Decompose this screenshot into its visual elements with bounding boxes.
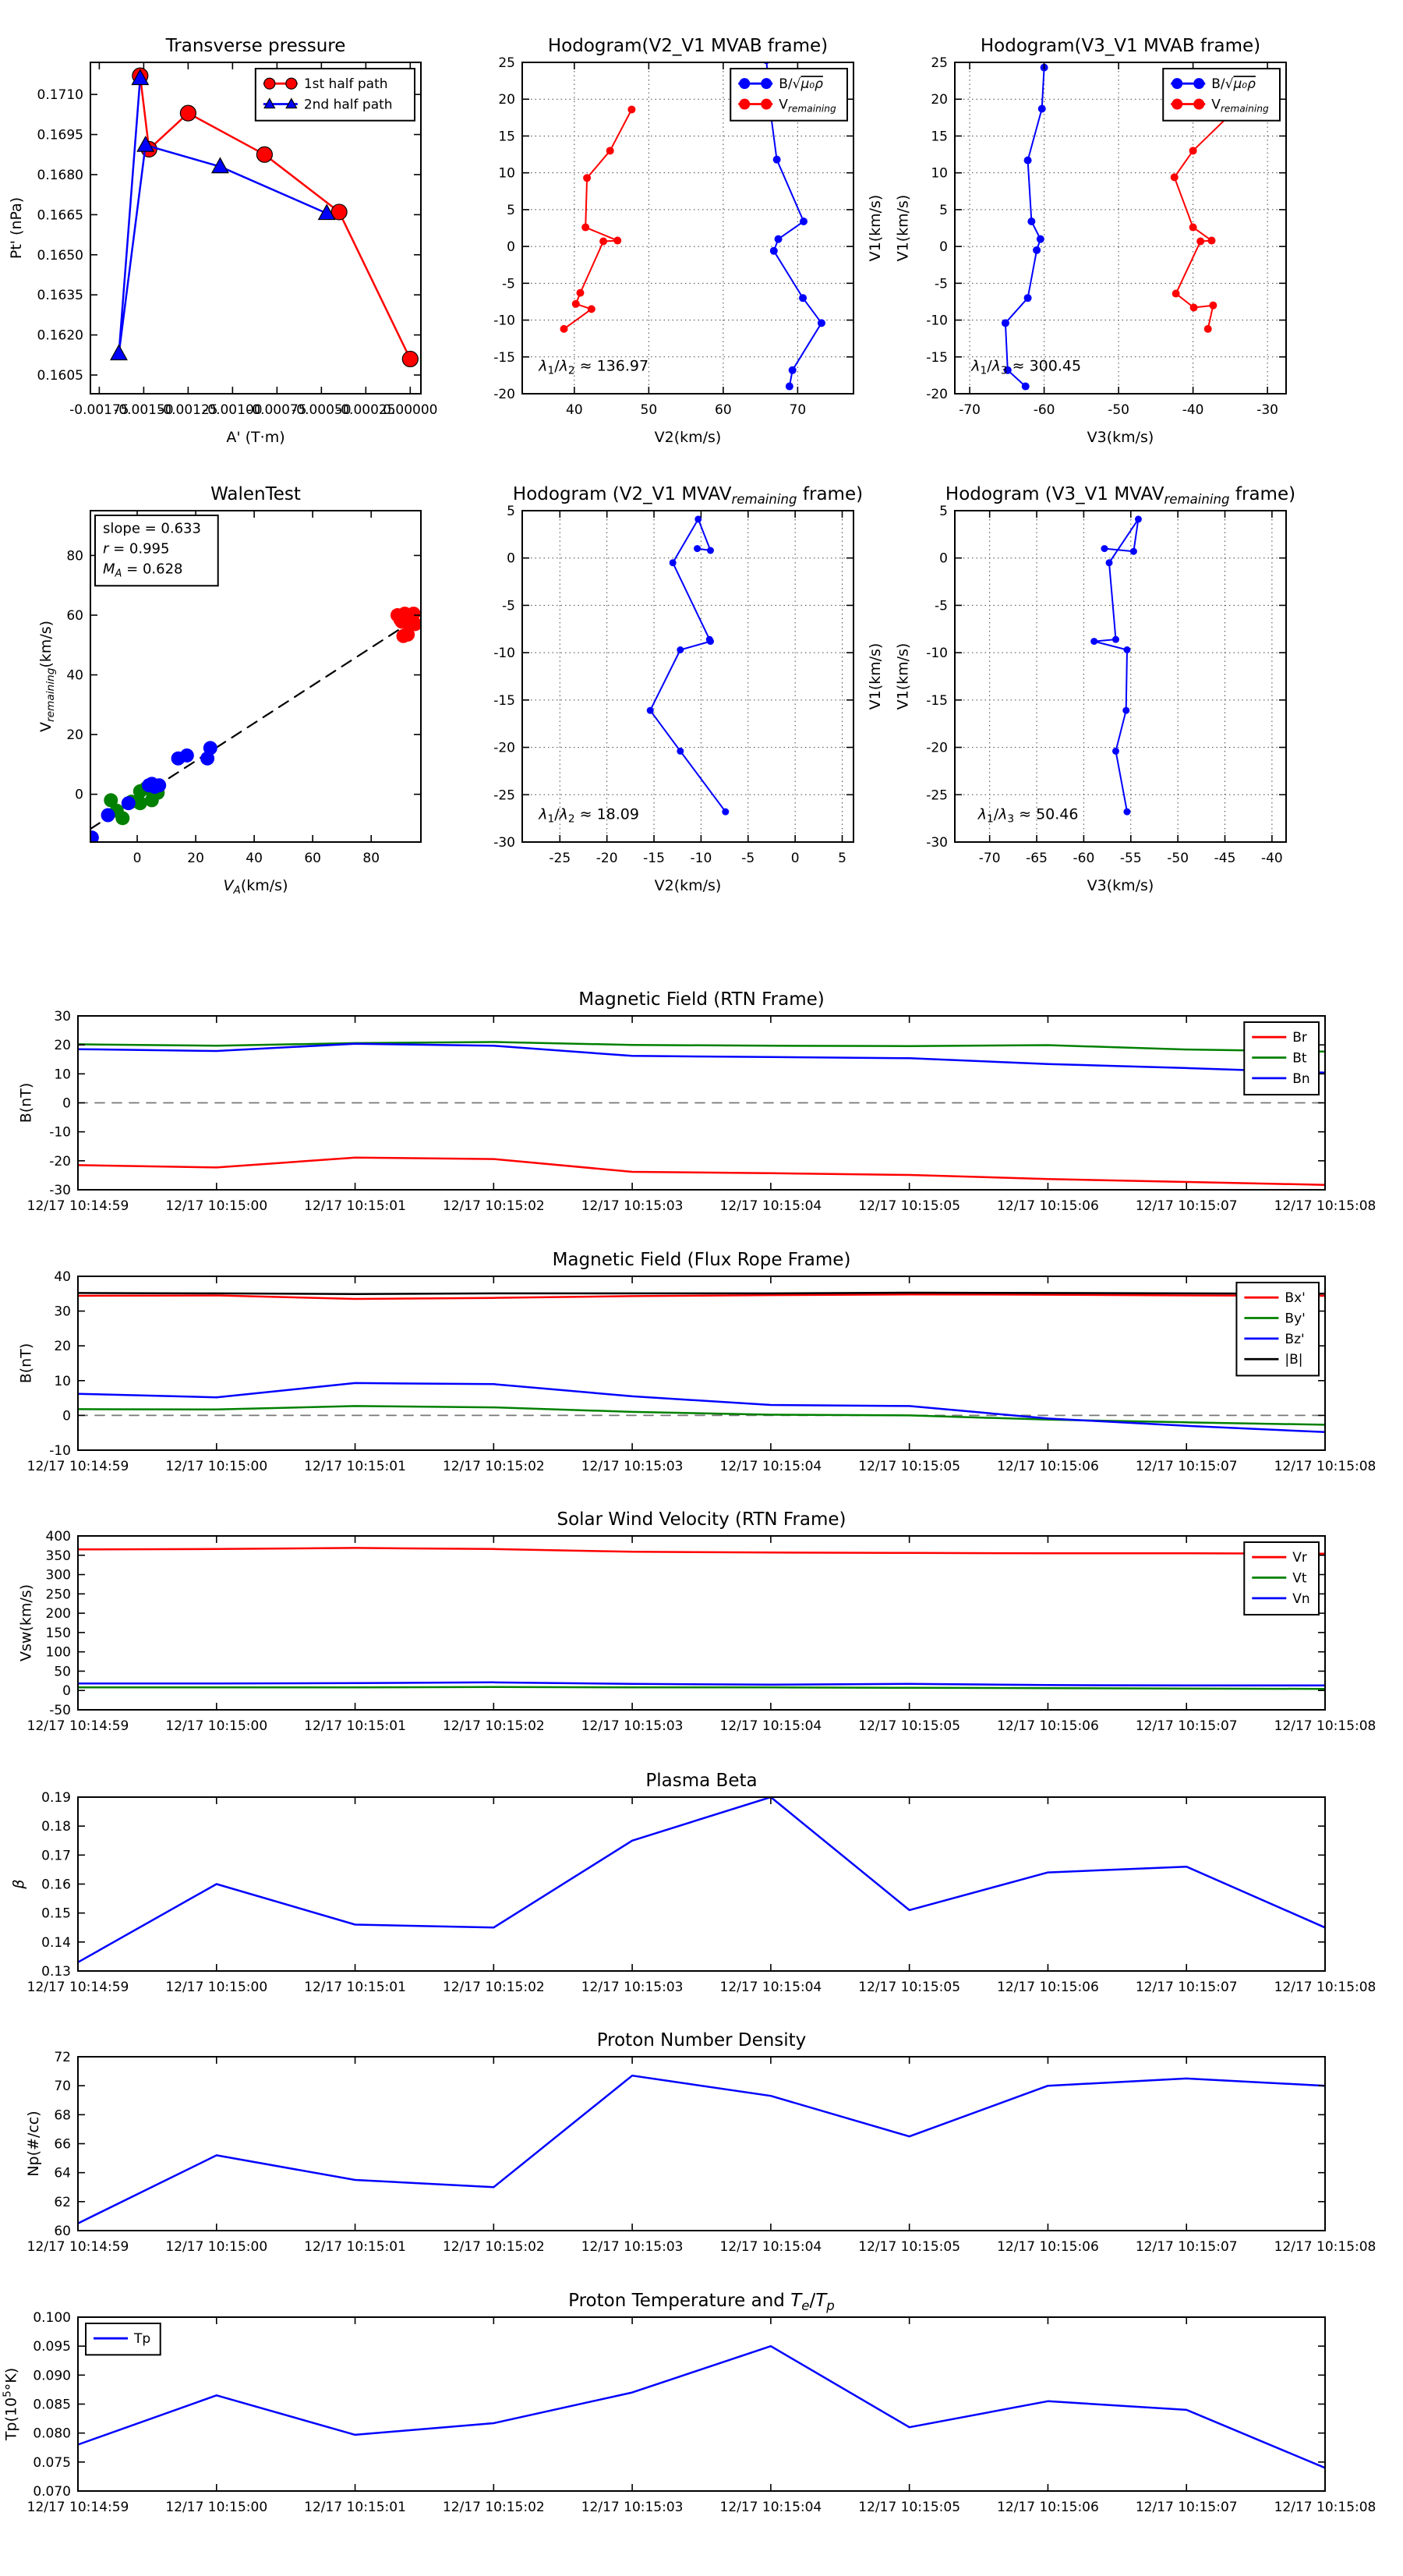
proton-temperature-xtick: 12/17 10:15:06 <box>997 2500 1099 2515</box>
magnetic-field-rtn-title: Magnetic Field (RTN Frame) <box>578 989 825 1010</box>
hodogram-v3v1-mvab-ytick: 25 <box>931 55 948 71</box>
transverse-pressure-ytick: 0.1695 <box>37 127 83 143</box>
solar-wind-velocity-xtick: 12/17 10:15:03 <box>581 1718 684 1734</box>
walen-test-stats-line: r = 0.995 <box>103 540 170 557</box>
hodogram-v3v1-mvab-xtick: -40 <box>1182 402 1204 418</box>
hodogram-v2v1-mvav-xtick: 5 <box>838 851 846 866</box>
solar-wind-velocity-xtick: 12/17 10:14:59 <box>27 1718 129 1734</box>
proton-number-density-ytick: 62 <box>54 2194 71 2210</box>
hodogram-v3v1-mvav-ytick: -30 <box>926 835 948 851</box>
transverse-pressure-xtick: -0.00075 <box>247 402 307 418</box>
magnetic-field-flux-rope-ytick: 10 <box>54 1373 71 1389</box>
hodogram-v3v1-mvab-legend-item: B/√μ₀ρ <box>1211 76 1256 93</box>
hodogram-v3v1-mvab-ytick: 20 <box>931 92 948 108</box>
walen-test-xtick: 0 <box>133 851 142 866</box>
hodogram-v2v1-mvab-ytick: 5 <box>507 202 515 218</box>
hodogram-v3v1-mvav-xtick: -55 <box>1119 851 1142 866</box>
plasma-beta-ytick: 0.14 <box>41 1934 71 1951</box>
proton-temperature-series-Tp <box>78 2346 1325 2468</box>
plasma-beta-xtick: 12/17 10:15:08 <box>1274 1980 1376 1995</box>
hodogram-v3v1-mvab-ytick: -5 <box>935 276 948 292</box>
proton-number-density-ytick: 70 <box>54 2079 71 2095</box>
hodogram-v3v1-mvab-ytick: -15 <box>926 349 948 366</box>
hodogram-v3v1-mvab-ytick: 5 <box>939 202 948 218</box>
transverse-pressure-ytick: 0.1620 <box>37 327 83 344</box>
plasma-beta-xtick: 12/17 10:15:06 <box>997 1980 1099 1995</box>
transverse-pressure-chart <box>8 36 437 446</box>
proton-temperature-title: Proton Temperature and $T_e/T_p$ <box>568 2291 835 2314</box>
hodogram-v2v1-mvav-axes-frame <box>522 511 853 842</box>
proton-temperature-xtick: 12/17 10:15:02 <box>442 2500 545 2515</box>
transverse-pressure-legend-item: 1st half path <box>303 76 388 93</box>
hodogram-v2v1-mvab-ylabel: V1(km/s) <box>867 194 884 262</box>
proton-temperature-ylabel: $Tp(10^5^\circ K)$ <box>1 2367 20 2441</box>
hodogram-v2v1-mvav-xtick: -25 <box>549 851 571 866</box>
magnetic-field-flux-rope-legend-item: Bz' <box>1285 1331 1305 1347</box>
walen-test-ylabel: $V_{remaining}(km/s)$ <box>37 620 58 733</box>
solar-wind-velocity-xtick: 12/17 10:15:00 <box>165 1718 268 1734</box>
hodogram-v3v1-mvab-annotation: $\lambda_1/\lambda_3 \approx 300.45$ <box>971 357 1082 377</box>
hodogram-v3v1-mvab-ytick: -20 <box>926 387 948 402</box>
proton-number-density-ylabel: Np(#/cc) <box>25 2111 42 2177</box>
hodogram-v2v1-mvab-series-V-remaining <box>560 105 635 332</box>
magnetic-field-flux-rope-xtick: 12/17 10:15:00 <box>165 1459 268 1474</box>
magnetic-field-rtn-ylabel: B(nT) <box>17 1082 35 1123</box>
proton-temperature-xtick: 12/17 10:15:08 <box>1274 2500 1376 2515</box>
plasma-beta-ylabel: β <box>10 1879 27 1889</box>
hodogram-v3v1-mvab-series-B-alfven <box>1002 64 1048 391</box>
solar-wind-velocity-xtick: 12/17 10:15:01 <box>304 1718 406 1734</box>
transverse-pressure-title: Transverse pressure <box>165 36 346 56</box>
hodogram-v3v1-mvab-xtick: -70 <box>959 402 981 418</box>
plasma-beta-xtick: 12/17 10:15:03 <box>581 1980 684 1995</box>
transverse-pressure-ytick: 0.1605 <box>37 368 83 384</box>
hodogram-v3v1-mvab-ytick: 15 <box>931 129 948 145</box>
plasma-beta-title: Plasma Beta <box>645 1771 758 1791</box>
proton-temperature-ytick: 0.100 <box>33 2310 71 2326</box>
proton-temperature-legend <box>86 2323 161 2355</box>
plasma-beta-xtick: 12/17 10:15:04 <box>719 1980 822 1995</box>
walen-test-stats-line: $M_A = 0.628$ <box>103 561 183 580</box>
hodogram-v3v1-mvav-xtick: -45 <box>1214 851 1236 866</box>
hodogram-v2v1-mvav-chart <box>493 484 884 894</box>
transverse-pressure-xtick: -0.00125 <box>158 402 218 418</box>
hodogram-v2v1-mvab-chart <box>493 36 884 446</box>
proton-temperature-xtick: 12/17 10:15:00 <box>165 2500 268 2515</box>
proton-number-density-xtick: 12/17 10:15:04 <box>719 2239 822 2255</box>
transverse-pressure-ytick: 0.1635 <box>37 288 83 304</box>
solar-wind-velocity-legend-item: Vr <box>1292 1550 1307 1566</box>
proton-number-density-ytick: 64 <box>54 2165 71 2181</box>
hodogram-v2v1-mvav-ytick: -10 <box>493 646 515 662</box>
walen-test-chart <box>37 484 422 897</box>
hodogram-v3v1-mvav-xtick: -60 <box>1073 851 1095 866</box>
hodogram-v3v1-mvab-ytick: 10 <box>931 165 948 182</box>
transverse-pressure-xtick: -0.00050 <box>292 402 352 418</box>
magnetic-field-flux-rope-xtick: 12/17 10:14:59 <box>27 1459 129 1474</box>
hodogram-v2v1-mvab-xlabel: V2(km/s) <box>654 429 722 446</box>
hodogram-v3v1-mvav-ytick: -25 <box>926 787 948 804</box>
magnetic-field-flux-rope-legend <box>1236 1283 1319 1375</box>
walen-test-xtick: 40 <box>246 851 263 866</box>
solar-wind-velocity-ylabel: Vsw(km/s) <box>17 1583 35 1662</box>
plasma-beta-xtick: 12/17 10:15:00 <box>165 1980 268 1995</box>
magnetic-field-flux-rope-title: Magnetic Field (Flux Rope Frame) <box>552 1250 851 1270</box>
magnetic-field-flux-rope-legend-item: By' <box>1285 1311 1306 1327</box>
hodogram-v2v1-mvav-ytick: -30 <box>493 835 515 851</box>
proton-temperature-legend-item: Tp <box>134 2331 151 2348</box>
solar-wind-velocity-xtick: 12/17 10:15:06 <box>997 1718 1099 1734</box>
solar-wind-velocity-ytick: 150 <box>45 1625 71 1641</box>
hodogram-v3v1-mvab-ytick: 0 <box>939 239 948 256</box>
magnetic-field-flux-rope-legend-item: |B| <box>1285 1352 1303 1368</box>
transverse-pressure-ytick: 0.1680 <box>37 167 83 183</box>
proton-temperature-ytick: 0.070 <box>33 2484 71 2500</box>
proton-number-density-chart <box>25 2030 1376 2255</box>
magnetic-field-rtn-series-Bt <box>78 1042 1325 1052</box>
hodogram-v2v1-mvab-xtick: 50 <box>640 402 658 418</box>
proton-temperature-xtick: 12/17 10:15:04 <box>719 2500 822 2515</box>
solar-wind-velocity-series-group <box>78 1548 1325 1689</box>
proton-number-density-xtick: 12/17 10:15:02 <box>442 2239 545 2255</box>
proton-number-density-xtick: 12/17 10:15:07 <box>1135 2239 1238 2255</box>
magnetic-field-rtn-xtick: 12/17 10:15:00 <box>165 1198 268 1214</box>
magnetic-field-flux-rope-ytick: -10 <box>49 1443 71 1459</box>
magnetic-field-flux-rope-ytick: 30 <box>54 1304 71 1320</box>
hodogram-v3v1-mvav-annotation: $\lambda_1/\lambda_3 \approx 50.46$ <box>977 805 1079 826</box>
magnetic-field-rtn-series-group <box>78 1042 1325 1185</box>
hodogram-v3v1-mvav-series-v-remaining-hodogram <box>1090 515 1142 815</box>
plasma-beta-xtick: 12/17 10:15:07 <box>1135 1980 1238 1995</box>
magnetic-field-rtn-xtick: 12/17 10:15:02 <box>442 1198 545 1214</box>
magnetic-field-rtn-chart <box>18 989 1376 1214</box>
solar-wind-velocity-xtick: 12/17 10:15:05 <box>858 1718 961 1734</box>
hodogram-v2v1-mvav-xtick: -20 <box>595 851 618 866</box>
hodogram-v3v1-mvav-title: Hodogram (V3_V1 $MVAV_{remaining}$ frame) <box>945 484 1296 508</box>
hodogram-v2v1-mvab-ytick: 20 <box>498 92 515 108</box>
transverse-pressure-ytick: 0.1710 <box>37 87 83 104</box>
magnetic-field-rtn-ytick: 20 <box>54 1038 71 1054</box>
solar-wind-velocity-ytick: 0 <box>62 1683 71 1700</box>
hodogram-v3v1-mvab-xtick: -60 <box>1033 402 1055 418</box>
magnetic-field-flux-rope-xtick: 12/17 10:15:05 <box>858 1459 961 1474</box>
plasma-beta-series-group <box>78 1797 1325 1962</box>
proton-temperature-ytick: 0.085 <box>33 2397 71 2413</box>
hodogram-v2v1-mvav-xtick: 0 <box>790 851 800 866</box>
proton-number-density-ytick: 72 <box>54 2050 71 2065</box>
proton-temperature-ytick: 0.080 <box>33 2426 71 2442</box>
hodogram-v2v1-mvab-annotation: $\lambda_1/\lambda_2 \approx 136.97$ <box>539 357 649 377</box>
plasma-beta-xtick: 12/17 10:15:05 <box>858 1980 961 1995</box>
hodogram-v3v1-mvav-ytick: -5 <box>935 598 948 614</box>
walen-test-xtick: 60 <box>304 851 321 866</box>
magnetic-field-rtn-ytick: 0 <box>62 1095 71 1112</box>
hodogram-v3v1-mvav-ytick: -15 <box>926 692 948 709</box>
solar-wind-velocity-title: Solar Wind Velocity (RTN Frame) <box>557 1509 846 1530</box>
magnetic-field-flux-rope-ytick: 40 <box>54 1269 71 1285</box>
hodogram-v2v1-mvav-ytick: 5 <box>507 504 515 519</box>
hodogram-v2v1-mvab-ytick: 15 <box>498 129 515 145</box>
proton-number-density-xtick: 12/17 10:15:00 <box>165 2239 268 2255</box>
hodogram-v2v1-mvav-series-v-remaining-hodogram <box>647 515 730 815</box>
proton-number-density-ytick: 60 <box>54 2224 71 2239</box>
hodogram-v2v1-mvav-xtick: -5 <box>741 851 755 866</box>
solar-wind-velocity-legend-item: Vt <box>1292 1570 1307 1587</box>
magnetic-field-rtn-xtick: 12/17 10:15:06 <box>997 1198 1099 1214</box>
proton-number-density-xtick: 12/17 10:14:59 <box>27 2239 129 2255</box>
hodogram-v3v1-mvav-xtick: -40 <box>1260 851 1283 866</box>
hodogram-v3v1-mvab-ytick: -10 <box>926 313 948 329</box>
magnetic-field-rtn-ytick: 30 <box>54 1009 71 1024</box>
solar-wind-velocity-series-Vr <box>78 1548 1325 1553</box>
magnetic-field-flux-rope-xtick: 12/17 10:15:01 <box>304 1459 406 1474</box>
hodogram-v3v1-mvav-xlabel: V3(km/s) <box>1087 877 1154 894</box>
hodogram-v2v1-mvab-ytick: 25 <box>498 55 515 71</box>
hodogram-v2v1-mvab-xtick: 60 <box>715 402 732 418</box>
hodogram-v3v1-mvav-ylabel: V1(km/s) <box>894 642 912 710</box>
proton-number-density-axes-frame <box>78 2057 1325 2231</box>
magnetic-field-rtn-xtick: 12/17 10:14:59 <box>27 1198 129 1214</box>
solar-wind-velocity-xtick: 12/17 10:15:08 <box>1274 1718 1376 1734</box>
magnetic-field-flux-rope-xtick: 12/17 10:15:08 <box>1274 1459 1376 1474</box>
magnetic-field-flux-rope-xtick: 12/17 10:15:03 <box>581 1459 684 1474</box>
plasma-beta-series-beta <box>78 1797 1325 1962</box>
proton-number-density-ytick: 68 <box>54 2107 71 2124</box>
solar-wind-velocity-ytick: 250 <box>45 1587 71 1603</box>
hodogram-v2v1-mvab-legend-item: B/√μ₀ρ <box>779 76 823 93</box>
hodogram-v2v1-mvab-ytick: 0 <box>507 239 515 256</box>
solar-wind-velocity-ytick: -50 <box>49 1703 71 1718</box>
plasma-beta-axes-frame <box>78 1797 1325 1971</box>
proton-number-density-xtick: 12/17 10:15:03 <box>581 2239 684 2255</box>
transverse-pressure-xtick: -0.00100 <box>203 402 263 418</box>
hodogram-v3v1-mvav-ytick: 5 <box>939 504 948 519</box>
magnetic-field-rtn-ytick: -10 <box>49 1124 71 1141</box>
proton-number-density-xtick: 12/17 10:15:06 <box>997 2239 1099 2255</box>
magnetic-field-rtn-xtick: 12/17 10:15:07 <box>1135 1198 1238 1214</box>
plasma-beta-ytick: 0.18 <box>41 1819 71 1835</box>
proton-temperature-ytick: 0.075 <box>33 2454 71 2471</box>
hodogram-v2v1-mvab-ytick: 10 <box>498 165 515 182</box>
solar-wind-velocity-series-Vn <box>78 1683 1325 1686</box>
proton-number-density-xtick: 12/17 10:15:08 <box>1274 2239 1376 2255</box>
solar-wind-velocity-series-Vt <box>78 1687 1325 1689</box>
hodogram-v2v1-mvav-ytick: -20 <box>493 740 515 756</box>
magnetic-field-flux-rope-xtick: 12/17 10:15:04 <box>719 1459 822 1474</box>
magnetic-field-flux-rope-ytick: 0 <box>62 1408 71 1424</box>
plasma-beta-xtick: 12/17 10:14:59 <box>27 1980 129 1995</box>
magnetic-field-rtn-xtick: 12/17 10:15:05 <box>858 1198 961 1214</box>
walen-test-ytick: 0 <box>75 787 83 803</box>
magnetic-field-rtn-series-Br <box>78 1158 1325 1185</box>
walen-test-series-mid-points <box>85 741 217 844</box>
magnetic-field-rtn-legend-item: Bn <box>1292 1070 1310 1087</box>
hodogram-v3v1-mvav-xtick: -65 <box>1026 851 1048 866</box>
proton-number-density-series-group <box>78 2075 1325 2224</box>
solar-wind-velocity-ytick: 50 <box>54 1664 71 1680</box>
proton-number-density-title: Proton Number Density <box>596 2030 807 2051</box>
proton-temperature-xtick: 12/17 10:14:59 <box>27 2500 129 2515</box>
proton-number-density-series-Np <box>78 2075 1325 2224</box>
proton-temperature-chart <box>1 2291 1376 2515</box>
hodogram-v2v1-mvab-xtick: 70 <box>789 402 807 418</box>
walen-test-xtick: 20 <box>187 851 204 866</box>
magnetic-field-flux-rope-ytick: 20 <box>54 1339 71 1355</box>
plasma-beta-xtick: 12/17 10:15:02 <box>442 1980 545 1995</box>
solar-wind-velocity-ytick: 200 <box>45 1606 71 1622</box>
magnetic-field-flux-rope-series-B-magnitude <box>78 1293 1325 1294</box>
proton-temperature-series-group <box>78 2346 1325 2468</box>
hodogram-v3v1-mvab-legend <box>1163 69 1280 121</box>
walen-test-ytick: 60 <box>66 608 83 625</box>
hodogram-v3v1-mvav-series-group <box>1090 515 1142 815</box>
hodogram-v2v1-mvav-title: Hodogram (V2_V1 $MVAV_{remaining}$ frame) <box>512 484 864 508</box>
magnetic-field-rtn-xtick: 12/17 10:15:01 <box>304 1198 406 1214</box>
proton-temperature-xtick: 12/17 10:15:03 <box>581 2500 684 2515</box>
magnetic-field-rtn-ytick: 10 <box>54 1067 71 1083</box>
solar-wind-velocity-ytick: 100 <box>45 1644 71 1661</box>
hodogram-v3v1-mvav-ytick: -20 <box>926 740 948 756</box>
solar-wind-velocity-legend-item: Vn <box>1292 1591 1310 1607</box>
solar-wind-velocity-ytick: 350 <box>45 1548 71 1564</box>
walen-test-ytick: 20 <box>66 727 83 744</box>
hodogram-v2v1-mvab-ytick: -20 <box>493 387 515 402</box>
hodogram-v3v1-mvab-series-V-remaining <box>1171 105 1239 332</box>
proton-temperature-xtick: 12/17 10:15:07 <box>1135 2500 1238 2515</box>
transverse-pressure-legend-item: 2nd half path <box>303 97 393 113</box>
walen-test-stats-line: slope = 0.633 <box>103 520 201 537</box>
hodogram-v2v1-mvab-ytick: -15 <box>493 349 515 366</box>
hodogram-v3v1-mvav-xtick: -50 <box>1167 851 1189 866</box>
plasma-beta-ytick: 0.19 <box>41 1790 71 1806</box>
walen-test-ytick: 80 <box>66 548 83 564</box>
transverse-pressure-xlabel: A' (T·m) <box>226 429 285 446</box>
walen-test-xlabel: $V_A(km/s)$ <box>223 877 288 897</box>
proton-temperature-xtick: 12/17 10:15:05 <box>858 2500 961 2515</box>
plasma-beta-ytick: 0.13 <box>41 1964 71 1980</box>
plasma-beta-ytick: 0.15 <box>41 1905 71 1922</box>
transverse-pressure-xtick: -0.00150 <box>114 402 174 418</box>
transverse-pressure-xtick: -0.00025 <box>336 402 396 418</box>
magnetic-field-rtn-legend-item: Br <box>1292 1030 1307 1046</box>
transverse-pressure-ylabel: Pt' (nPa) <box>8 196 25 260</box>
walen-test-title: WalenTest <box>210 484 301 504</box>
proton-temperature-xtick: 12/17 10:15:01 <box>304 2500 406 2515</box>
hodogram-v2v1-mvav-xtick: -10 <box>690 851 712 866</box>
transverse-pressure-xtick: -0.00175 <box>69 402 129 418</box>
proton-number-density-ytick: 66 <box>54 2136 71 2153</box>
magnetic-field-flux-rope-chart <box>18 1250 1376 1474</box>
proton-temperature-ytick: 0.090 <box>33 2368 71 2384</box>
plasma-beta-ytick: 0.17 <box>41 1848 71 1864</box>
magnetic-field-rtn-ytick: -30 <box>49 1183 71 1198</box>
hodogram-v2v1-mvab-ytick: -5 <box>502 276 515 292</box>
walen-test-series-group <box>85 607 422 844</box>
hodogram-v2v1-mvav-ytick: -5 <box>502 598 515 614</box>
hodogram-v2v1-mvav-ylabel: V1(km/s) <box>867 642 884 710</box>
proton-number-density-xtick: 12/17 10:15:05 <box>858 2239 961 2255</box>
hodogram-v3v1-mvav-xtick: -70 <box>978 851 1001 866</box>
transverse-pressure-legend <box>256 69 415 121</box>
proton-temperature-ytick: 0.095 <box>33 2339 71 2355</box>
hodogram-v2v1-mvab-xtick: 40 <box>566 402 583 418</box>
solar-wind-velocity-xtick: 12/17 10:15:04 <box>719 1718 822 1734</box>
hodogram-v3v1-mvab-xtick: -50 <box>1108 402 1130 418</box>
walen-test-ytick: 40 <box>66 667 83 684</box>
magnetic-field-flux-rope-ylabel: B(nT) <box>17 1343 35 1384</box>
magnetic-field-rtn-xtick: 12/17 10:15:08 <box>1274 1198 1376 1214</box>
magnetic-field-flux-rope-xtick: 12/17 10:15:07 <box>1135 1459 1238 1474</box>
hodogram-v2v1-mvav-xtick: -15 <box>643 851 665 866</box>
walen-test-xtick: 80 <box>362 851 380 866</box>
hodogram-v2v1-mvav-annotation: $\lambda_1/\lambda_2 \approx 18.09$ <box>539 805 639 826</box>
plasma-beta-xtick: 12/17 10:15:01 <box>304 1980 406 1995</box>
hodogram-v2v1-mvav-xlabel: V2(km/s) <box>654 877 722 894</box>
proton-number-density-xtick: 12/17 10:15:01 <box>304 2239 406 2255</box>
solar-wind-velocity-legend <box>1244 1542 1319 1615</box>
magnetic-field-flux-rope-xtick: 12/17 10:15:06 <box>997 1459 1099 1474</box>
hodogram-v2v1-mvav-ytick: 0 <box>507 550 515 567</box>
hodogram-v2v1-mvav-ytick: -25 <box>493 787 515 804</box>
transverse-pressure-xtick: 0.00000 <box>383 402 438 418</box>
solar-wind-velocity-ytick: 400 <box>45 1529 71 1545</box>
solar-wind-velocity-xtick: 12/17 10:15:07 <box>1135 1718 1238 1734</box>
magnetic-field-rtn-xtick: 12/17 10:15:03 <box>581 1198 684 1214</box>
magnetic-field-flux-rope-series-Bx-prime <box>78 1294 1325 1299</box>
magnetic-field-flux-rope-series-group <box>78 1293 1325 1432</box>
magnetic-field-flux-rope-xtick: 12/17 10:15:02 <box>442 1459 545 1474</box>
walen-test-stats-box <box>95 515 218 586</box>
hodogram-v3v1-mvav-chart <box>895 484 1296 894</box>
solar-wind-velocity-ytick: 300 <box>45 1567 71 1583</box>
transverse-pressure-ytick: 0.1665 <box>37 207 83 224</box>
magnetic-field-rtn-xtick: 12/17 10:15:04 <box>719 1198 822 1214</box>
plasma-beta-chart <box>10 1771 1376 1995</box>
hodogram-v3v1-mvav-axes-frame <box>955 511 1286 842</box>
hodogram-v2v1-mvav-ytick: -15 <box>493 692 515 709</box>
magnetic-field-rtn-legend <box>1244 1022 1319 1095</box>
hodogram-v2v1-mvab-legend-item: $V_{remaining}$ <box>779 97 836 115</box>
hodogram-v3v1-mvab-ylabel: V1(km/s) <box>894 194 912 262</box>
hodogram-v2v1-mvav-series-group <box>647 515 730 815</box>
hodogram-v3v1-mvab-title: Hodogram(V3_V1 MVAB frame) <box>980 36 1261 56</box>
magnetic-field-flux-rope-legend-item: Bx' <box>1285 1290 1306 1307</box>
proton-temperature-axes-frame <box>78 2317 1325 2491</box>
magnetic-field-rtn-legend-item: Bt <box>1292 1050 1307 1067</box>
hodogram-v3v1-mvav-ytick: -10 <box>926 646 948 662</box>
hodogram-v3v1-mvav-ytick: 0 <box>939 550 948 567</box>
hodogram-v3v1-mvab-chart <box>895 36 1287 446</box>
hodogram-v2v1-mvab-title: Hodogram(V2_V1 MVAB frame) <box>547 36 829 56</box>
hodogram-v3v1-mvab-xlabel: V3(km/s) <box>1087 429 1154 446</box>
hodogram-v2v1-mvab-legend <box>730 69 847 121</box>
walen-test-series-outbound-points <box>391 607 422 643</box>
solar-wind-velocity-chart <box>18 1509 1376 1734</box>
plasma-beta-ytick: 0.16 <box>41 1877 71 1893</box>
magnetic-field-rtn-ytick: -20 <box>49 1153 71 1169</box>
hodogram-v2v1-mvab-ytick: -10 <box>493 313 515 329</box>
hodogram-v3v1-mvab-legend-item: $V_{remaining}$ <box>1211 97 1269 115</box>
transverse-pressure-ytick: 0.1650 <box>37 247 83 264</box>
solar-wind-velocity-xtick: 12/17 10:15:02 <box>442 1718 545 1734</box>
hodogram-v3v1-mvab-xtick: -30 <box>1256 402 1279 418</box>
